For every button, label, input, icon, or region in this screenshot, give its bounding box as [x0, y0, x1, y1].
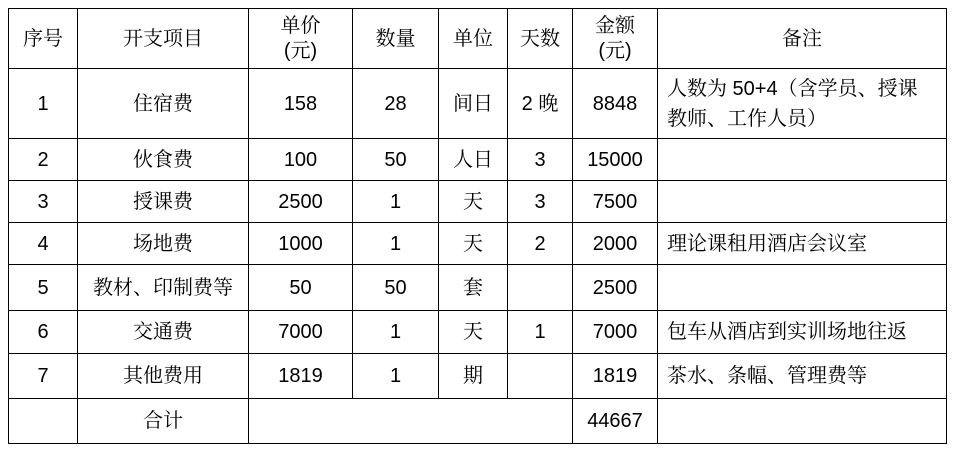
cell-amount: 8848	[573, 69, 658, 139]
table-row	[9, 354, 947, 399]
cell-item: 其他费用	[78, 354, 249, 399]
cell-days	[508, 354, 573, 399]
cell-days: 1	[508, 311, 573, 354]
header-serial: 序号	[9, 9, 78, 69]
header-quantity: 数量	[353, 9, 439, 69]
cell-quantity: 1	[353, 311, 439, 354]
cell-item: 场地费	[78, 223, 249, 265]
cell-unit-price: 2500	[249, 181, 353, 223]
cell-quantity: 50	[353, 139, 439, 181]
cell-days: 3	[508, 139, 573, 181]
cell-days: 3	[508, 181, 573, 223]
total-row	[9, 399, 947, 444]
cell-amount: 7000	[573, 311, 658, 354]
cell-days: 2	[508, 223, 573, 265]
cell-item: 交通费	[78, 311, 249, 354]
table-row	[9, 311, 947, 354]
cell-unit: 套	[439, 265, 508, 311]
expense-table	[8, 8, 947, 444]
table-row	[9, 265, 947, 311]
cell-item: 住宿费	[78, 69, 249, 139]
header-unit: 单位	[439, 9, 508, 69]
cell-quantity: 1	[353, 354, 439, 399]
cell-serial: 3	[9, 181, 78, 223]
header-row	[9, 9, 947, 69]
header-days: 天数	[508, 9, 573, 69]
cell-amount: 2500	[573, 265, 658, 311]
cell-remark: 包车从酒店到实训场地往返	[658, 311, 947, 354]
cell-unit-price: 7000	[249, 311, 353, 354]
cell-quantity: 28	[353, 69, 439, 139]
total-serial-cell	[9, 399, 78, 444]
cell-remark	[658, 181, 947, 223]
cell-quantity: 1	[353, 181, 439, 223]
cell-item: 伙食费	[78, 139, 249, 181]
cell-serial: 1	[9, 69, 78, 139]
cell-days	[508, 265, 573, 311]
total-remark-cell	[658, 399, 947, 444]
total-label-cell: 合计	[78, 399, 249, 444]
cell-quantity: 1	[353, 223, 439, 265]
cell-amount: 2000	[573, 223, 658, 265]
cell-serial: 6	[9, 311, 78, 354]
cell-remark: 人数为 50+4（含学员、授课教师、工作人员）	[658, 69, 947, 139]
cell-unit-price: 50	[249, 265, 353, 311]
header-item: 开支项目	[78, 9, 249, 69]
cell-unit: 间日	[439, 69, 508, 139]
cell-unit-price: 1000	[249, 223, 353, 265]
cell-unit: 天	[439, 181, 508, 223]
cell-unit: 人日	[439, 139, 508, 181]
cell-unit: 期	[439, 354, 508, 399]
cell-serial: 4	[9, 223, 78, 265]
cell-days: 2 晚	[508, 69, 573, 139]
cell-serial: 2	[9, 139, 78, 181]
total-amount-cell: 44667	[573, 399, 658, 444]
cell-amount: 7500	[573, 181, 658, 223]
header-amount	[573, 9, 658, 69]
cell-unit-price: 158	[249, 69, 353, 139]
header-unit-price	[249, 9, 353, 69]
table-row	[9, 181, 947, 223]
total-merged-empty-cell	[249, 399, 573, 444]
cell-unit-price: 1819	[249, 354, 353, 399]
cell-unit-price: 100	[249, 139, 353, 181]
cell-remark	[658, 139, 947, 181]
cell-amount: 15000	[573, 139, 658, 181]
table-row	[9, 69, 947, 139]
cell-amount: 1819	[573, 354, 658, 399]
table-row	[9, 223, 947, 265]
cell-unit: 天	[439, 311, 508, 354]
cell-remark	[658, 265, 947, 311]
cell-item: 教材、印制费等	[78, 265, 249, 311]
cell-remark: 茶水、条幅、管理费等	[658, 354, 947, 399]
header-unit-price-line1: 单价	[280, 14, 321, 37]
header-amount-line1: 金额	[595, 14, 635, 37]
cell-quantity: 50	[353, 265, 439, 311]
cell-serial: 7	[9, 354, 78, 399]
header-remark: 备注	[658, 9, 947, 69]
cell-serial: 5	[9, 265, 78, 311]
table-row	[9, 139, 947, 181]
cell-remark: 理论课租用酒店会议室	[658, 223, 947, 265]
cell-unit: 天	[439, 223, 508, 265]
cell-item: 授课费	[78, 181, 249, 223]
header-unit-price-line2: (元)	[283, 39, 318, 62]
header-amount-line2: (元)	[598, 39, 632, 62]
